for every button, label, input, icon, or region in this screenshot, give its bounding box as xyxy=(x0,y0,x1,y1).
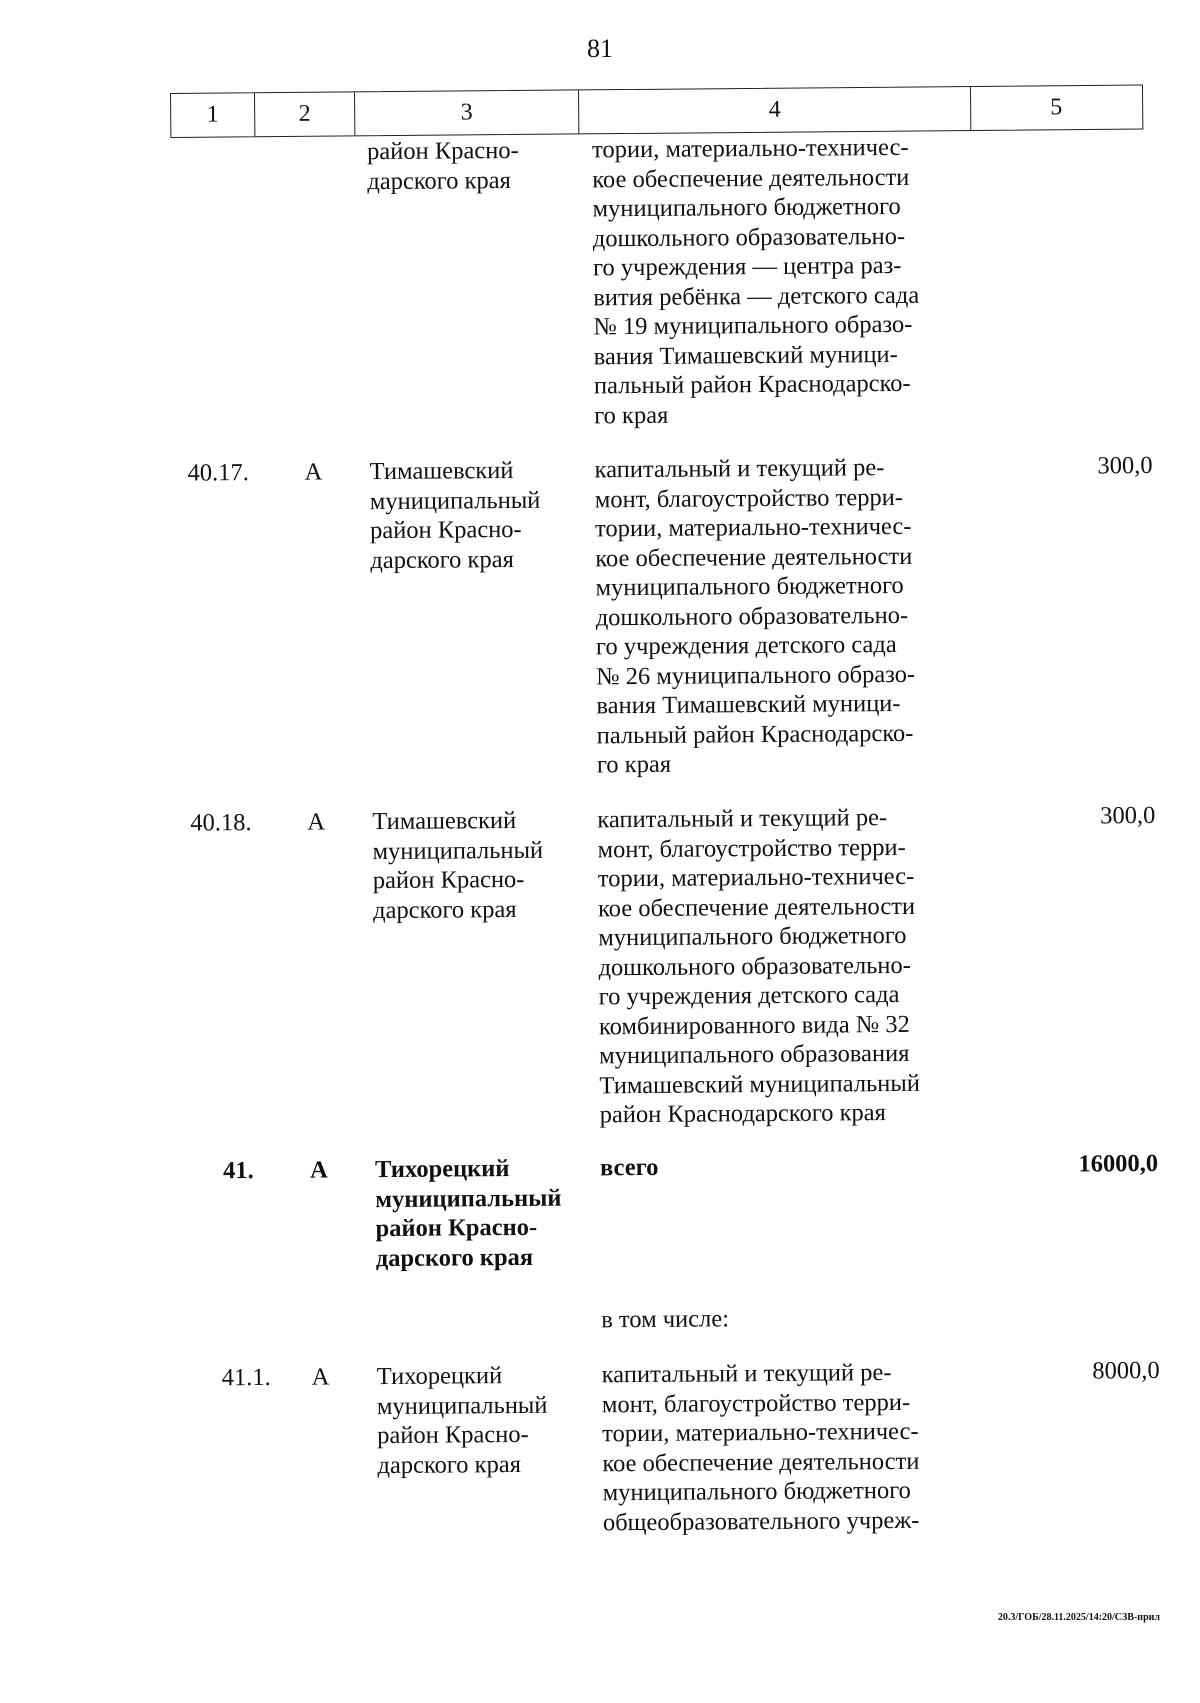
amount-cell: 300,0 xyxy=(1100,801,1156,830)
district-cell: Тихорецкий муниципальный район Красно- дарского края xyxy=(376,1362,548,1479)
footer-document-code: 20.3/ГОБ/28.11.2025/14:20/СЗВ-прил xyxy=(997,1612,1160,1623)
district-cell: район Красно- дарского края xyxy=(366,136,519,195)
amount-cell: 16000,0 xyxy=(1078,1149,1159,1178)
description-cell: всего xyxy=(599,1153,659,1182)
description-cell: тории, материально-техничес- кое обеспечение деятельности муниципального бюджетного дошкольного образовательно- го учреждения — центра раз- вития ребёнка — детского сада № 19 муниципального образо- вания Тимашевский муници- пальный район Краснодарско- го края xyxy=(591,133,920,429)
row-category: А xyxy=(311,1363,330,1391)
table-body xyxy=(0,131,1200,1580)
table-row xyxy=(10,1356,1200,1536)
district-cell: Тимашевский муниципальный район Красно- дарского края xyxy=(372,806,544,924)
district-cell: Тимашевский муниципальный район Красно- дарского края xyxy=(369,456,541,574)
header-col-5: 5 xyxy=(1050,94,1063,121)
description-cell: в том числе: xyxy=(601,1305,730,1334)
description-cell: капитальный и текущий ре- монт, благоустройство терри- тории, материально-техничес- кое обеспечение деятельности муниципального бюджетного дошкольного образовательно- го учреждения детского сада № 26 муниципального образо- вания Тимашевский муници- пальный район Краснодарско- го края xyxy=(594,454,916,779)
row-category: А xyxy=(307,808,326,836)
table-row xyxy=(8,1149,1200,1272)
table-row xyxy=(9,1301,1200,1334)
amount-cell: 8000,0 xyxy=(1092,1356,1160,1385)
district-cell: Тихорецкий муниципальный район Красно- дарского края xyxy=(374,1155,562,1272)
page-number: 81 xyxy=(587,34,613,63)
amount-cell: 300,0 xyxy=(1097,451,1153,480)
table-row xyxy=(5,801,1200,1129)
row-number: 40.17. xyxy=(187,459,249,487)
table-header xyxy=(170,85,1143,138)
row-category: А xyxy=(304,458,323,486)
description-cell: капитальный и текущий ре- монт, благоустройство терри- тории, материально-техничес- кое обеспечение деятельности муниципального бюджетного дошкольного образовательно- го учреждения детского сада комбинированного вида № 32 муниципального образования Тимашевский муниципальный район Краснодарского края xyxy=(597,804,920,1129)
header-col-3: 3 xyxy=(355,90,579,135)
table-row xyxy=(3,451,1200,779)
header-col-4: 4 xyxy=(579,87,971,133)
row-number: 41. xyxy=(222,1157,254,1185)
row-number: 41.1. xyxy=(221,1363,271,1392)
row-category: А xyxy=(309,1156,328,1184)
header-col-2: 2 xyxy=(255,92,355,136)
description-cell: капитальный и текущий ре- монт, благоустройство терри- тории, материально-техничес- кое обеспечение деятельности муниципального бюджетного общеобразовательного учреж- xyxy=(601,1359,920,1536)
header-col-1: 1 xyxy=(171,93,255,137)
row-number: 40.18. xyxy=(190,809,252,837)
